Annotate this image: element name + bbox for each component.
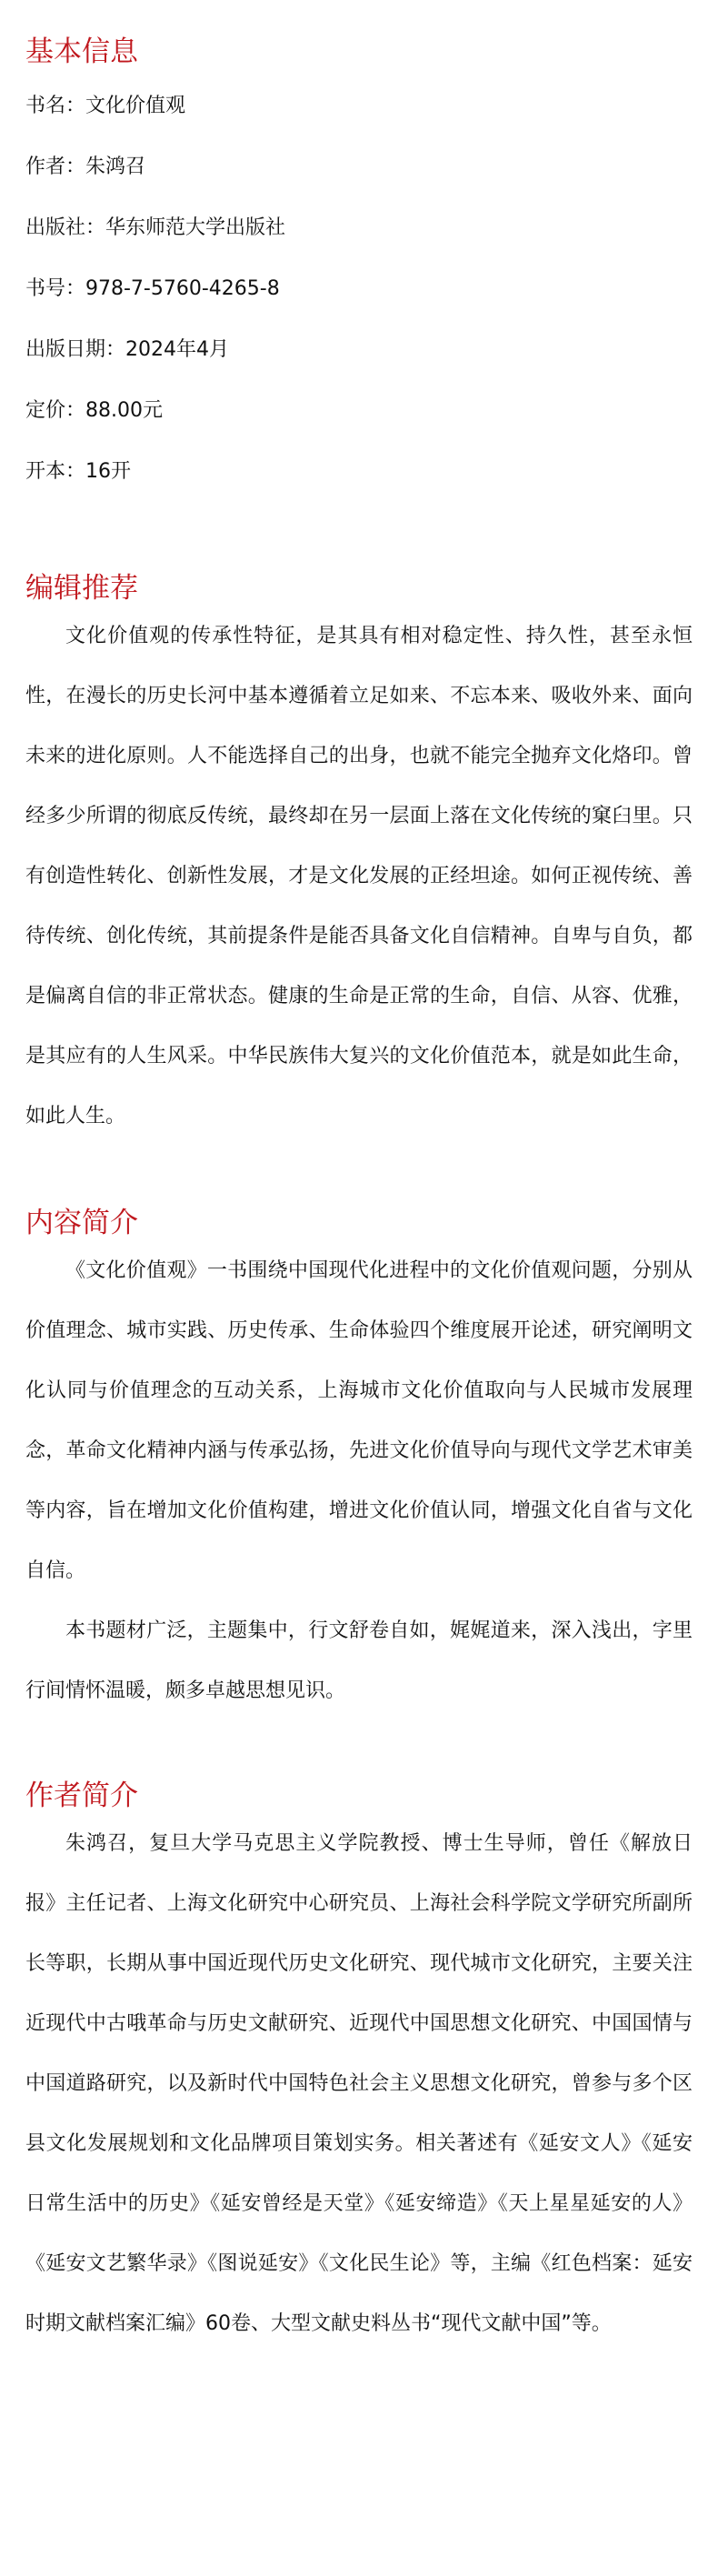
- content-summary-paragraph-1: 《文化价值观》一书围绕中国现代化进程中的文化价值观问题，分别从价值理念、城市实践、历史传承、生命体验四个维度展开论述，研究阐明文化认同与价值理念的互动关系，上海城市文化价值取向与人民城市发展理念，革命文化精神内涵与传承弘扬，先进文化价值导向与现代文学艺术审美等内容，旨在增加文化价值构建，增进文化价值认同，增强文化自省与文化自信。: [25, 1259, 693, 1582]
- editor-recommendation-section: [25, 570, 693, 1147]
- content-summary-paragraph-2: 本书题材广泛，主题集中，行文舒卷自如，娓娓道来，深入浅出，字里行间情怀温暖，颇多卓越思想见识。: [25, 1619, 693, 1702]
- basic-info-section: [25, 0, 693, 486]
- format-field: 开本：16开: [25, 460, 131, 483]
- author-field: 作者：朱鸿召: [25, 155, 146, 178]
- author-intro-paragraph: 朱鸿召，复旦大学马克思主义学院教授、博士生导师，曾任《解放日报》主任记者、上海文化研究中心研究员、上海社会科学院文学研究所副所长等职，长期从事中国近现代历史文化研究、现代城市文化研究，主要关注近现代中古哦革命与历史文献研究、近现代中国思想文化研究、中国国情与中国道路研究，以及新时代中国特色社会主义思想文化研究，曾参与多个区县文化发展规划和文化品牌项目策划实务。相关著述有《延安文人》《延安日常生活中的历史》《延安曾经是天堂》《延安缔造》《天上星星延安的人》《延安文艺繁华录》《图说延安》《文化民生论》等，主编《红色档案：延安时期文献档案汇编》60卷、大型文献史料丛书“现代文献中国”等。: [25, 1832, 693, 2335]
- book-title-field: 书名：文化价值观: [25, 95, 186, 117]
- isbn-field: 书号：978-7-5760-4265-8: [25, 277, 280, 300]
- editor-recommendation-paragraph: 文化价值观的传承性特征，是其具有相对稳定性、持久性，甚至永恒性，在漫长的历史长河中基本遵循着立足如来、不忘本来、吸收外来、面向未来的进化原则。人不能选择自己的出身，也就不能完全抛弃文化烙印。曾经多少所谓的彻底反传统，最终却在另一层面上落在文化传统的窠臼里。只有创造性转化、创新性发展，才是文化发展的正经坦途。如何正视传统、善待传统、创化传统，其前提条件是能否具备文化自信精神。自卑与自负，都是偏离自信的非正常状态。健康的生命是正常的生命，自信、从容、优雅，是其应有的人生风采。中华民族伟大复兴的文化价值范本，就是如此生命，如此人生。: [25, 625, 693, 1128]
- publish-date-field: 出版日期：2024年4月: [25, 338, 229, 361]
- author-intro-heading: 作者简介: [25, 1779, 138, 1812]
- content-summary-heading: 内容简介: [25, 1207, 138, 1239]
- price-field: 定价：88.00元: [25, 399, 163, 422]
- editor-recommendation-heading: 编辑推荐: [25, 572, 138, 605]
- author-intro-section: [25, 1778, 693, 2354]
- content-summary-section: [25, 1205, 693, 1721]
- publisher-field: 出版社：华东师范大学出版社: [25, 216, 286, 239]
- basic-info-heading: 基本信息: [25, 35, 138, 68]
